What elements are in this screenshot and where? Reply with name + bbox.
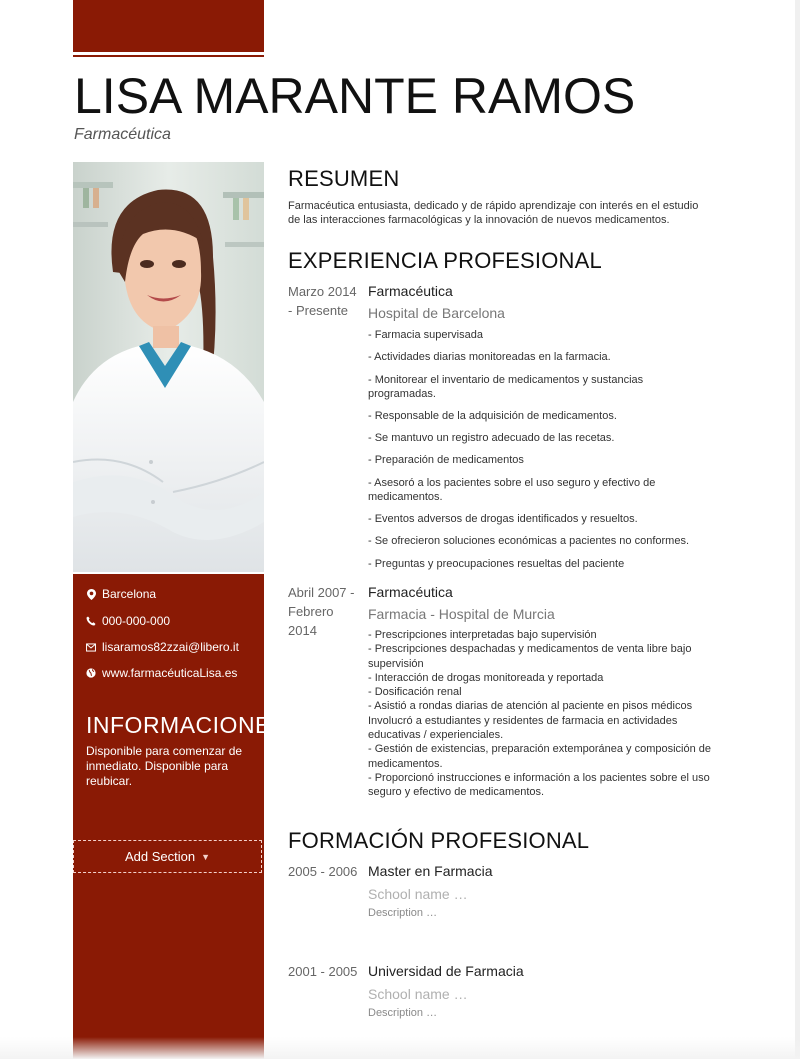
contact-email[interactable] bbox=[86, 640, 239, 654]
photo-divider bbox=[73, 572, 264, 574]
duty-item: - Interacción de drogas monitoreada y reportada bbox=[368, 671, 604, 684]
duty-item: - Preguntas y preocupaciones resueltas del paciente bbox=[368, 557, 625, 570]
informaciones-heading[interactable]: INFORMACIONES bbox=[86, 712, 287, 738]
candidate-title[interactable]: Farmacéutica bbox=[74, 126, 171, 143]
caret-down-icon: ▼ bbox=[201, 851, 211, 862]
duty-item: - Prescripciones interpretadas bajo supervisión bbox=[368, 629, 597, 641]
job-2-date[interactable]: Abril 2007 - Febrero 2014 bbox=[288, 585, 355, 638]
contact-phone-text: 000-000-000 bbox=[102, 614, 171, 628]
profile-photo-illustration bbox=[73, 162, 264, 572]
job-1-date[interactable]: Marzo 2014 - Presente bbox=[288, 284, 357, 318]
edu-1-description[interactable]: Description … bbox=[368, 907, 438, 919]
experiencia-heading[interactable]: EXPERIENCIA PROFESIONAL bbox=[288, 248, 602, 273]
add-section-label: Add Section bbox=[124, 849, 196, 864]
duty-item: - Gestión de existencias, preparación extemporánea y composición de medicamentos. bbox=[368, 743, 712, 770]
edu-1-date[interactable]: 2005 - 2006 bbox=[288, 864, 358, 879]
contact-email-text: lisaramos82zzai@libero.it bbox=[102, 640, 239, 654]
duty-item: - Preparación de medicamentos bbox=[368, 454, 524, 467]
contact-location[interactable] bbox=[86, 587, 156, 601]
duty-item: - Dosificación renal bbox=[368, 686, 462, 699]
job-1-role[interactable]: Farmacéutica bbox=[368, 283, 453, 299]
profile-photo[interactable] bbox=[73, 162, 264, 572]
duty-item: - Actividades diarias monitoreadas en la farmacia. bbox=[368, 351, 611, 364]
page-edge bbox=[795, 0, 800, 1059]
duty-item: - Responsable de la adquisición de medicamentos. bbox=[368, 409, 617, 422]
duty-item: - Asistió a rondas diarias de atención al paciente en pisos médicos Involucró a estudiantes y residentes de farmacia en actividades educativas / experienciales. bbox=[368, 700, 693, 742]
phone-icon bbox=[86, 616, 96, 626]
edu-2-description[interactable]: Description … bbox=[368, 1007, 438, 1019]
globe-icon bbox=[86, 668, 96, 678]
duty-item: - Monitorear el inventario de medicamentos y sustancias programadas. bbox=[368, 373, 644, 400]
candidate-name[interactable]: LISA MARANTE RAMOS bbox=[74, 68, 636, 124]
duty-item: - Eventos adversos de drogas identificados y resueltos. bbox=[368, 513, 638, 526]
header-accent-band bbox=[73, 0, 264, 52]
job-1-org[interactable]: Hospital de Barcelona bbox=[368, 305, 505, 321]
job-2-duties[interactable] bbox=[368, 628, 713, 800]
job-2-org[interactable]: Farmacia - Hospital de Murcia bbox=[368, 606, 555, 622]
edu-2-degree[interactable]: Universidad de Farmacia bbox=[368, 963, 524, 979]
informaciones-text[interactable]: Disponible para comenzar de inmediato. Disponible para reubicar. bbox=[86, 744, 243, 788]
job-1-duties[interactable] bbox=[368, 328, 713, 579]
location-pin-icon bbox=[86, 589, 96, 600]
header-accent-line bbox=[73, 55, 264, 57]
contact-website[interactable] bbox=[86, 666, 237, 680]
formacion-heading[interactable]: FORMACIÓN PROFESIONAL bbox=[288, 828, 590, 853]
add-section-button[interactable] bbox=[73, 840, 262, 873]
duty-item: - Asesoró a los pacientes sobre el uso seguro y efectivo de medicamentos. bbox=[368, 476, 656, 503]
duty-item: - Se mantuvo un registro adecuado de las recetas. bbox=[368, 432, 615, 445]
edu-2-school[interactable]: School name … bbox=[368, 986, 468, 1002]
duty-item: - Se ofrecieron soluciones económicas a pacientes no conformes. bbox=[368, 535, 690, 548]
envelope-icon bbox=[86, 643, 96, 652]
duty-item: - Prescripciones despachadas y medicamentos de venta libre bajo supervisión bbox=[368, 643, 692, 670]
page-bottom-fade bbox=[0, 1037, 800, 1059]
duty-item: - Proporcionó instrucciones e información a los pacientes sobre el uso seguro y efectivo de medicamentos. bbox=[368, 771, 710, 799]
resumen-heading[interactable]: RESUMEN bbox=[288, 166, 400, 191]
edu-2-date[interactable]: 2001 - 2005 bbox=[288, 964, 358, 979]
contact-website-text: www.farmacéuticaLisa.es bbox=[102, 666, 238, 680]
edu-1-degree[interactable]: Master en Farmacia bbox=[368, 863, 493, 879]
contact-location-text: Barcelona bbox=[102, 587, 157, 601]
edu-1-school[interactable]: School name … bbox=[368, 886, 468, 902]
duty-item: - Farmacia supervisada bbox=[368, 329, 483, 341]
job-2-role[interactable]: Farmacéutica bbox=[368, 584, 453, 600]
contact-phone[interactable] bbox=[86, 614, 170, 628]
resumen-text[interactable]: Farmacéutica entusiasta, dedicado y de rápido aprendizaje con interés en el estudio de las interacciones farmacológicas y la innovación de nuevos medicamentos. bbox=[288, 200, 699, 226]
